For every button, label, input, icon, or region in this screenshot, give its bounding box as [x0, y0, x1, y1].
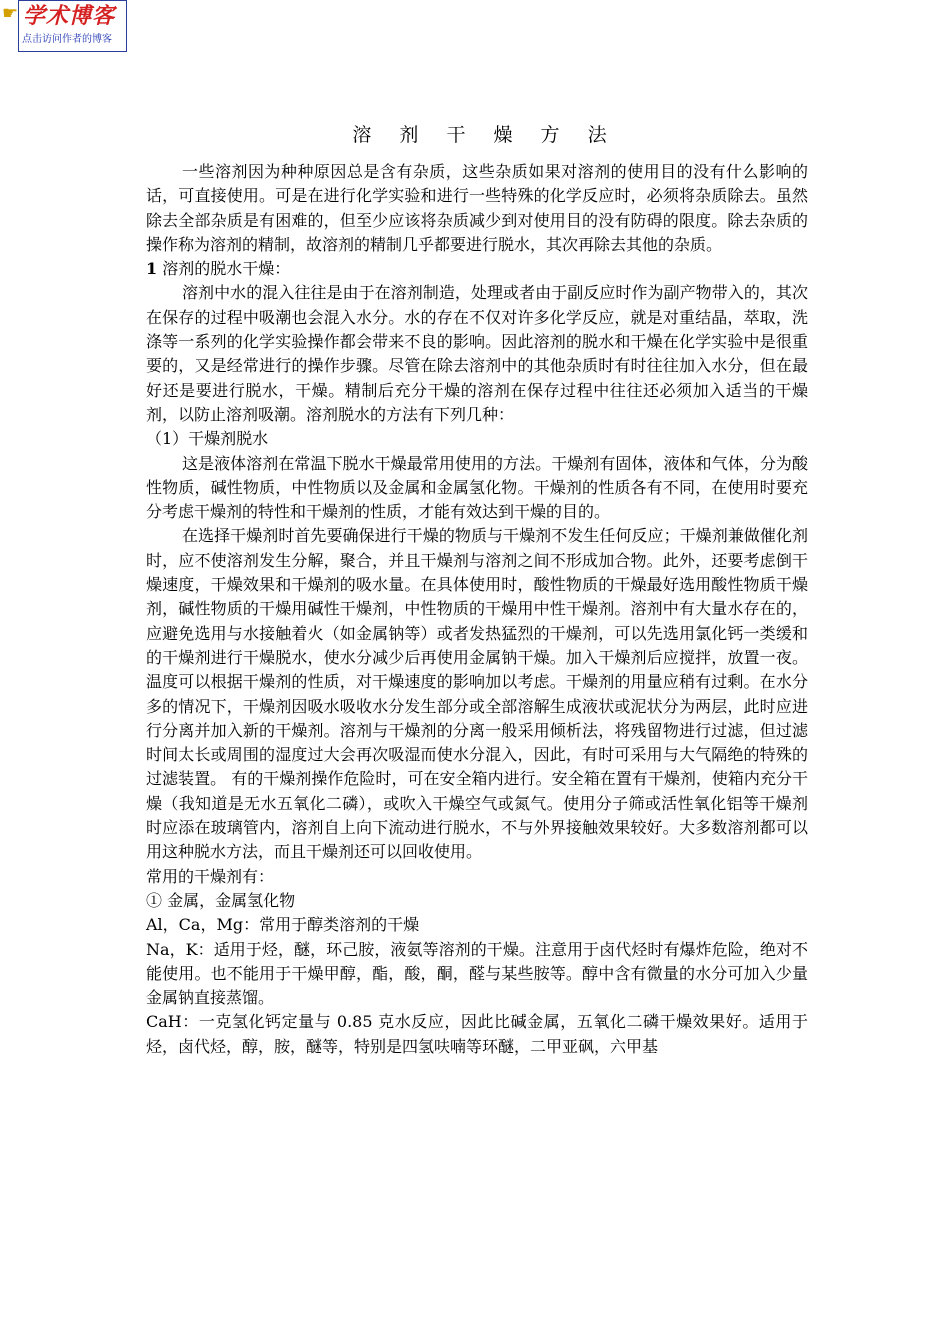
common-desiccants-label: 常用的干燥剂有：	[146, 866, 275, 886]
section-title: 溶剂的脱水干燥：	[157, 259, 291, 279]
subsection-paragraph-2: 在选择干燥剂时首先要确保进行干燥的物质与干燥剂不发生任何反应；干燥剂兼做催化剂时，应不使溶剂发生分解，聚合，并且干燥剂与溶剂之间不形成加合物。此外，还要考虑倒干燥速度，干燥效果和干燥剂的吸水量。在具体使用时，酸性物质的干燥最好选用酸性物质干燥剂，碱性物质的干燥用碱性干燥剂，中性物质的干燥用中性干燥剂。溶剂中有大量水存在的，应避免选用与水接触着火（如金属钠等）或者发热猛烈的干燥剂，可以先选用氯化钙一类缓和的干燥剂进行干燥脱水，使水分减少后再使用金属钠干燥。加入干燥剂后应搅拌，放置一夜。温度可以根据干燥剂的性质，对干燥速度的影响加以考虑。干燥剂的用量应稍有过剩。在水分多的情况下，干燥剂因吸水吸收水分发生部分或全部溶解生成液状或泥状分为两层，此时应进行分离并加入新的干燥剂。溶剂与干燥剂的分离一般采用倾析法，将残留物进行过滤，但过滤时间太长或周围的湿度过大会再次吸湿而使水分混入，因此，有时可采用与大气隔绝的特殊的过滤装置。 有的干燥剂操作危险时，可在安全箱内进行。安全箱在置有干燥剂，使箱内充分干燥（我知道是无水五氧化二磷），或吹入干燥空气或氮气。使用分子筛或活性氧化铝等干燥剂时应添在玻璃管内，溶剂自上向下流动进行脱水，不与外界接触效果较好。大多数溶剂都可以用这种脱水方法，而且干燥剂还可以回收使用。	[146, 526, 808, 862]
list-item-al-ca-mg: Al，Ca，Mg：常用于醇类溶剂的干燥	[146, 915, 420, 935]
section-paragraph: 溶剂中水的混入往往是由于在溶剂制造，处理或者由于副反应时作为副产物带入的，其次在保存的过程中吸潮也会混入水分。水的存在不仅对许多化学反应，就是对重结晶，萃取，洗涤等一系列的化学实验操作都会带来不良的影响。因此溶剂的脱水和干燥在化学实验中是很重要的，又是经常进行的操作步骤。尽管在除去溶剂中的其他杂质时有时往往加入水分，但在最好还是要进行脱水，干燥。精制后充分干燥的溶剂在保存过程中往往还必须加入适当的干燥剂，以防止溶剂吸潮。溶剂脱水的方法有下列几种：	[146, 283, 808, 424]
blog-logo-text: 学术博客	[23, 3, 116, 29]
blog-badge-box[interactable]	[18, 0, 127, 52]
blog-badge-link[interactable]	[2, 0, 126, 52]
document-title: 溶 剂 干 燥 方 法	[352, 124, 618, 146]
subsection-heading: （1）干燥剂脱水	[146, 429, 269, 449]
list-item-na-k: Na，K：适用于烃，醚，环己胺，液氨等溶剂的干燥。注意用于卤代烃时有爆炸危险，绝对不能使用。也不能用于干燥甲醇，酯，酸，酮，醛与某些胺等。醇中含有微量的水分可加入少量金属钠直接蒸馏。	[146, 939, 808, 1008]
intro-paragraph: 一些溶剂因为种种原因总是含有杂质，这些杂质如果对溶剂的使用目的没有什么影响的话，可直接使用。可是在进行化学实验和进行一些特殊的化学反应时，必须将杂质除去。虽然除去全部杂质是有困难的，但至少应该将杂质减少到对使用目的没有防碍的限度。除去杂质的操作称为溶剂的精制，故溶剂的精制几乎都要进行脱水，其次再除去其他的杂质。	[146, 162, 808, 254]
list-item-cah: CaH：一克氢化钙定量与 0.85 克水反应，因此比碱金属，五氧化二磷干燥效果好。适用于烃，卤代烃，醇，胺，醚等，特别是四氢呋喃等环醚，二甲亚砜，六甲基	[146, 1012, 808, 1056]
pointing-hand-icon: ☛	[2, 3, 19, 23]
section-number: 1	[146, 259, 158, 279]
list-item-title: ① 金属，金属氢化物	[146, 890, 296, 910]
subsection-paragraph-1: 这是液体溶剂在常温下脱水干燥最常用使用的方法。干燥剂有固体，液体和气体，分为酸性物质，碱性物质，中性物质以及金属和金属氢化物。干燥剂的性质各有不同，在使用时要充分考虑干燥剂的特性和干燥剂的性质，才能有效达到干燥的目的。	[146, 453, 808, 522]
document-body	[146, 160, 808, 1059]
section-heading	[146, 257, 808, 281]
blog-badge-subtitle[interactable]: 点击访问作者的博客	[22, 34, 112, 45]
